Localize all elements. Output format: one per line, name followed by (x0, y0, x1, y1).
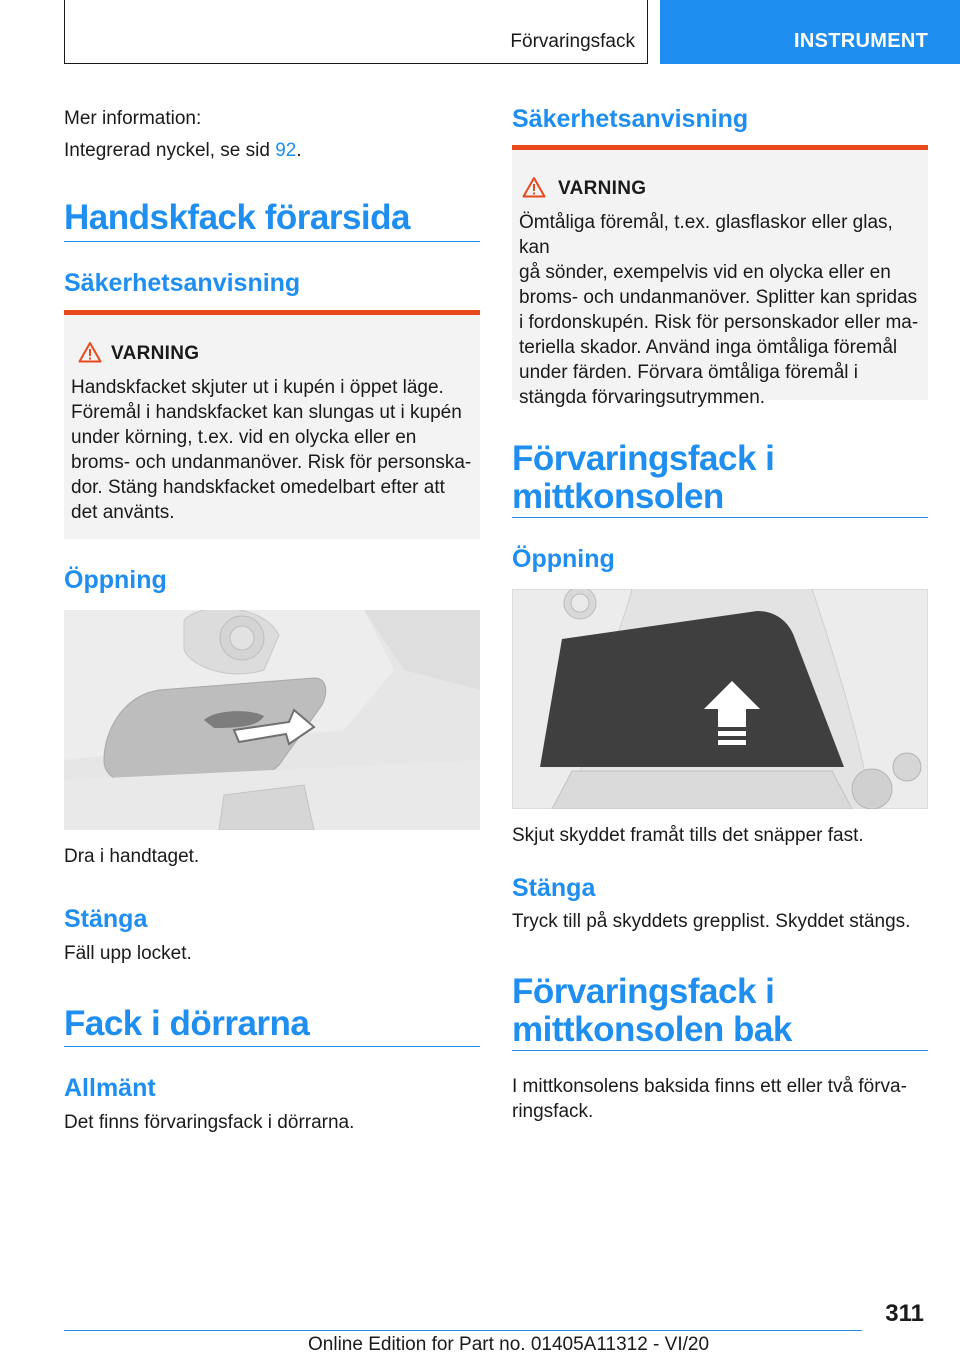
header-chapter-tab[interactable]: INSTRUMENT (660, 0, 960, 64)
general-heading: Allmänt (64, 1074, 156, 1102)
page-number: 311 (885, 1300, 924, 1327)
closing-text-left: Fäll upp locket. (64, 943, 192, 964)
heading-rule (512, 517, 928, 518)
page-link-92[interactable]: 92 (275, 140, 297, 161)
warning-box-right (512, 145, 928, 408)
opening-caption-right: Skjut skyddet framåt tills det snäpper fast. (512, 825, 864, 846)
heading-rule (512, 1050, 928, 1051)
opening-heading-right: Öppning (512, 545, 615, 573)
header-section-title: Förvaringsfack (510, 31, 635, 52)
glovebox-drawing (64, 610, 480, 830)
general-text: Det finns förvaringsfack i dörrarna. (64, 1112, 355, 1133)
safety-heading-right: Säkerhetsanvisning (512, 105, 749, 133)
heading-rule (64, 241, 480, 242)
closing-text-right: Tryck till på skyddets grepplist. Skyddet stängs. (512, 911, 911, 932)
warning-label-right: VARNING (558, 178, 647, 199)
integrated-key-reference: Integrerad nyckel, se sid 92. (64, 140, 302, 161)
warning-label-left: VARNING (111, 343, 200, 364)
safety-heading-left: Säkerhetsanvisning (64, 269, 301, 297)
warning-box-left (64, 310, 480, 539)
warning-triangle-icon (522, 176, 546, 198)
warning-text-left: Handskfacket skjuter ut i kupén i öppet läge. Föremål i handskfacket kan slungas ut i kupén under körning, t.ex. vid en olycka eller en broms- och undanmanöver. Risk för personska- dor. Stäng handskfacket omedelbart efter att det använts. (71, 377, 472, 523)
header-section-box (64, 0, 648, 64)
opening-caption-left: Dra i handtaget. (64, 846, 200, 867)
footer-rule (64, 1330, 862, 1331)
closing-heading-left: Stänga (64, 905, 148, 933)
rear-console-heading: Förvaringsfack i mittkonsolen bak (512, 972, 792, 1049)
console-drawing (512, 589, 928, 809)
doors-heading: Fack i dörrarna (64, 1004, 310, 1043)
opening-heading-left: Öppning (64, 566, 167, 594)
glovebox-heading: Handskfack förarsida (64, 198, 410, 237)
heading-rule (64, 1046, 480, 1047)
console-heading: Förvaringsfack i mittkonsolen (512, 439, 775, 516)
footer-edition: Online Edition for Part no. 01405A11312 - VI/20 (308, 1334, 710, 1355)
more-info-label: Mer information: (64, 108, 202, 129)
console-illustration (512, 589, 928, 809)
closing-heading-right: Stänga (512, 874, 596, 902)
rear-console-text: I mittkonsolens baksida finns ett eller två förva- ringsfack. (512, 1076, 907, 1122)
glovebox-illustration (64, 610, 480, 830)
warning-text-right: Ömtåliga föremål, t.ex. glasflaskor eller glas, kan gå sönder, exempelvis vid en olycka eller en broms- och undanmanöver. Splitter kan spridas i fordonskupén. Risk för personskador eller ma- teriella skador. Använd inga ömtåliga föremål under färden. Förvara ömtåliga föremål i stängda förvaringsutrymmen. (519, 212, 919, 408)
warning-triangle-icon (78, 341, 102, 363)
